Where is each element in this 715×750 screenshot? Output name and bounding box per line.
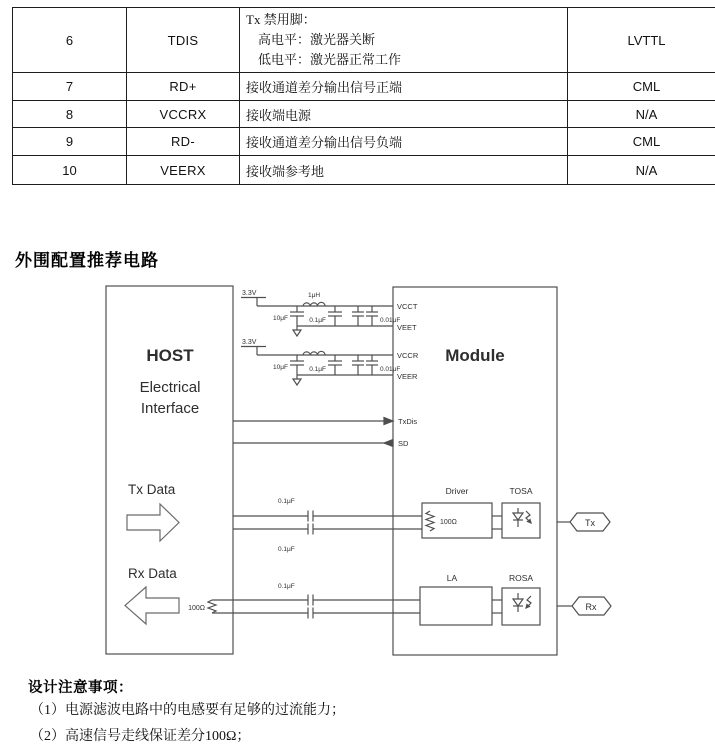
host-subtitle: Electrical [139, 379, 201, 396]
cap-label: 10μF [273, 364, 288, 371]
module-pin-label: SD [398, 439, 409, 448]
pin-name: VCCRX [127, 101, 240, 128]
cap-label: 0.1μF [278, 498, 295, 505]
host-box [106, 286, 233, 654]
pin-number: 10 [13, 156, 127, 185]
pin-name: RD- [127, 128, 240, 156]
supply-label: 3.3V [242, 290, 257, 297]
cap-label: 0.01μF [380, 366, 401, 373]
ground-icon [293, 330, 301, 336]
rx-data-arrow-icon [125, 587, 179, 624]
tx-signal-path [233, 511, 422, 535]
driver-label: Driver [445, 486, 469, 496]
control-lines [233, 418, 393, 447]
note-item: （1）电源滤波电路中的电感要有足够的过流能力； [30, 703, 345, 718]
tx-data-arrow-icon [127, 504, 179, 541]
host-title: HOST [146, 346, 194, 365]
table-row [13, 156, 715, 185]
cap-label: 0.01μF [380, 317, 401, 324]
pin-number: 9 [13, 128, 127, 156]
pin-description: 接收通道差分输出信号负端 [240, 128, 568, 156]
pin-name: VEERX [127, 156, 240, 185]
module-pin-label: VEET [397, 323, 417, 332]
resistor-icon [426, 511, 434, 531]
pin-number: 8 [13, 101, 127, 128]
description-line: Tx 禁用脚： [246, 12, 316, 27]
module-pin-label: VCCT [397, 302, 418, 311]
description-line: 低电平：激光器正常工作 [258, 52, 402, 67]
driver-resistor-label: 100Ω [440, 519, 457, 526]
arrow-left-icon [384, 440, 393, 447]
cap-label: 0.1μF [278, 583, 295, 590]
module-title: Module [445, 346, 505, 365]
table-row [13, 101, 715, 128]
section-heading: 外围配置推荐电路 [15, 251, 159, 270]
notes-heading: 设计注意事项： [28, 680, 133, 696]
tx-port-label: Tx [585, 518, 595, 528]
inductor-label: 1μH [307, 292, 321, 299]
la-box [420, 587, 492, 625]
pin-level: N/A [568, 156, 715, 185]
tosa-label: TOSA [509, 486, 533, 496]
pin-level: CML [568, 73, 715, 101]
pin-name: TDIS [127, 8, 240, 73]
cap-label: 0.1μF [278, 546, 295, 553]
note-item: （2）高速信号走线保证差分100Ω； [30, 729, 251, 744]
pin-number: 6 [13, 8, 127, 73]
description-line: 高电平：激光器关断 [258, 32, 376, 47]
table-row [13, 128, 715, 156]
pin-description [240, 8, 568, 73]
arrow-right-icon [384, 418, 393, 425]
laser-diode-icon [513, 508, 531, 527]
cap-label: 10μF [273, 315, 288, 322]
tx-data-label: Tx Data [128, 482, 176, 497]
cap-label: 0.1μF [309, 317, 326, 324]
la-label: LA [446, 573, 458, 583]
termination-resistor-icon [208, 600, 216, 613]
rx-signal-path [208, 595, 420, 619]
pin-description: 接收通道差分输出信号正端 [240, 73, 568, 101]
driver-box [422, 503, 492, 538]
supply-label: 3.3V [242, 339, 257, 346]
pin-level: LVTTL [568, 8, 715, 73]
pin-description: 接收端参考地 [240, 156, 568, 185]
ground-icon [293, 379, 301, 385]
photodiode-icon [513, 593, 531, 612]
rx-termination-label: 100Ω [188, 605, 205, 612]
rx-port-label: Rx [585, 602, 597, 612]
table-row [13, 8, 715, 73]
pin-number: 7 [13, 73, 127, 101]
host-subtitle: Interface [140, 400, 200, 417]
pin-description: 接收端电源 [240, 101, 568, 128]
rx-data-label: Rx Data [128, 566, 177, 581]
module-pin-label: VEER [397, 372, 418, 381]
cap-label: 0.1μF [309, 366, 326, 373]
rosa-label: ROSA [508, 573, 534, 583]
table-row [13, 73, 715, 101]
module-pin-label: TxDis [398, 417, 418, 426]
module-pin-label: VCCR [397, 351, 419, 360]
pin-level: N/A [568, 101, 715, 128]
pin-description-table [12, 7, 715, 185]
pin-level: CML [568, 128, 715, 156]
pin-name: RD+ [127, 73, 240, 101]
